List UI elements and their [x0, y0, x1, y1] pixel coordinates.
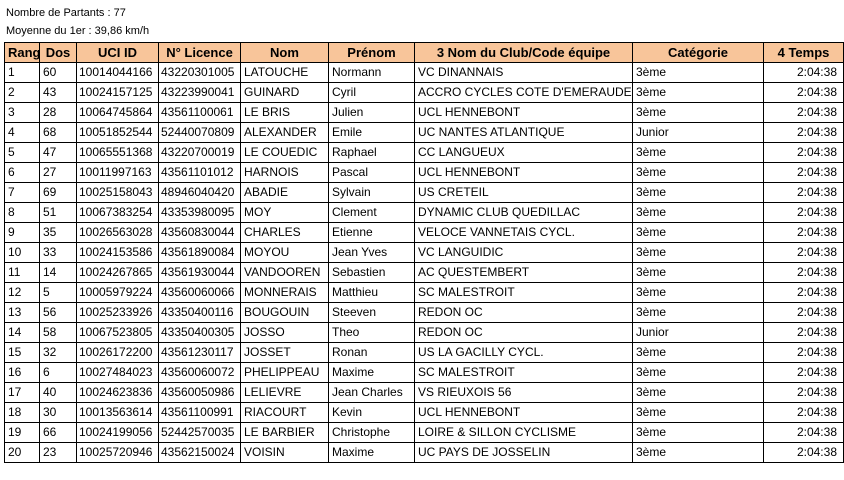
- cell-dos: 68: [40, 123, 77, 143]
- cell-licence: 52442570035: [159, 423, 241, 443]
- cell-dos: 51: [40, 203, 77, 223]
- cell-club: UCL HENNEBONT: [415, 163, 633, 183]
- cell-prenom: Steeven: [329, 303, 415, 323]
- cell-nom: BOUGOUIN: [241, 303, 329, 323]
- cell-club: DYNAMIC CLUB QUEDILLAC: [415, 203, 633, 223]
- cell-categorie: Junior: [633, 123, 764, 143]
- column-header-categorie: Catégorie: [633, 43, 764, 63]
- cell-uci-id: 10026563028: [77, 223, 159, 243]
- table-row: [5, 243, 844, 263]
- cell-categorie: 3ème: [633, 223, 764, 243]
- cell-rang: 16: [5, 363, 40, 383]
- cell-nom: VANDOOREN: [241, 263, 329, 283]
- cell-temps: 2:04:38: [764, 103, 844, 123]
- cell-categorie: 3ème: [633, 143, 764, 163]
- cell-prenom: Julien: [329, 103, 415, 123]
- cell-categorie: 3ème: [633, 303, 764, 323]
- cell-licence: 43561930044: [159, 263, 241, 283]
- column-header-rang: Rang: [5, 43, 40, 63]
- cell-rang: 19: [5, 423, 40, 443]
- cell-prenom: Kevin: [329, 403, 415, 423]
- cell-prenom: Ronan: [329, 343, 415, 363]
- cell-nom: VOISIN: [241, 443, 329, 463]
- cell-uci-id: 10065551368: [77, 143, 159, 163]
- column-header-club: 3 Nom du Club/Code équipe: [415, 43, 633, 63]
- cell-uci-id: 10005979224: [77, 283, 159, 303]
- cell-club: ACCRO CYCLES COTE D'EMERAUDE: [415, 83, 633, 103]
- cell-categorie: 3ème: [633, 363, 764, 383]
- column-header-nom: Nom: [241, 43, 329, 63]
- cell-club: AC QUESTEMBERT: [415, 263, 633, 283]
- cell-dos: 32: [40, 343, 77, 363]
- cell-club: REDON OC: [415, 323, 633, 343]
- cell-rang: 15: [5, 343, 40, 363]
- cell-categorie: 3ème: [633, 383, 764, 403]
- cell-dos: 6: [40, 363, 77, 383]
- table-row: [5, 123, 844, 143]
- table-row: [5, 443, 844, 463]
- cell-licence: 43353980095: [159, 203, 241, 223]
- starters-count: Nombre de Partants : 77: [6, 7, 126, 19]
- cell-prenom: Maxime: [329, 363, 415, 383]
- cell-uci-id: 10024199056: [77, 423, 159, 443]
- table-row: [5, 343, 844, 363]
- cell-dos: 47: [40, 143, 77, 163]
- cell-categorie: 3ème: [633, 243, 764, 263]
- cell-club: VELOCE VANNETAIS CYCL.: [415, 223, 633, 243]
- cell-club: REDON OC: [415, 303, 633, 323]
- cell-temps: 2:04:38: [764, 183, 844, 203]
- cell-prenom: Sylvain: [329, 183, 415, 203]
- table-row: [5, 63, 844, 83]
- cell-uci-id: 10026172200: [77, 343, 159, 363]
- cell-nom: GUINARD: [241, 83, 329, 103]
- cell-licence: 43560050986: [159, 383, 241, 403]
- cell-prenom: Sebastien: [329, 263, 415, 283]
- table-row: [5, 323, 844, 343]
- column-header-temps: 4 Temps: [764, 43, 844, 63]
- table-row: [5, 303, 844, 323]
- cell-dos: 60: [40, 63, 77, 83]
- cell-nom: LE COUEDIC: [241, 143, 329, 163]
- cell-temps: 2:04:38: [764, 223, 844, 243]
- cell-prenom: Cyril: [329, 83, 415, 103]
- cell-club: CC LANGUEUX: [415, 143, 633, 163]
- cell-uci-id: 10013563614: [77, 403, 159, 423]
- cell-dos: 28: [40, 103, 77, 123]
- cell-licence: 43561100991: [159, 403, 241, 423]
- cell-dos: 27: [40, 163, 77, 183]
- column-header-uci-id: UCI ID: [77, 43, 159, 63]
- cell-prenom: Maxime: [329, 443, 415, 463]
- cell-nom: HARNOIS: [241, 163, 329, 183]
- cell-uci-id: 10024153586: [77, 243, 159, 263]
- cell-categorie: 3ème: [633, 183, 764, 203]
- cell-licence: 43562150024: [159, 443, 241, 463]
- cell-club: US LA GACILLY CYCL.: [415, 343, 633, 363]
- cell-dos: 14: [40, 263, 77, 283]
- cell-temps: 2:04:38: [764, 123, 844, 143]
- cell-prenom: Clement: [329, 203, 415, 223]
- cell-temps: 2:04:38: [764, 243, 844, 263]
- cell-club: VC DINANNAIS: [415, 63, 633, 83]
- cell-uci-id: 10011997163: [77, 163, 159, 183]
- cell-temps: 2:04:38: [764, 203, 844, 223]
- cell-uci-id: 10025158043: [77, 183, 159, 203]
- table-row: [5, 143, 844, 163]
- cell-temps: 2:04:38: [764, 263, 844, 283]
- cell-temps: 2:04:38: [764, 423, 844, 443]
- cell-licence: 48946040420: [159, 183, 241, 203]
- cell-nom: MONNERAIS: [241, 283, 329, 303]
- cell-rang: 5: [5, 143, 40, 163]
- table-row: [5, 83, 844, 103]
- cell-prenom: Jean Yves: [329, 243, 415, 263]
- cell-dos: 43: [40, 83, 77, 103]
- cell-uci-id: 10024267865: [77, 263, 159, 283]
- cell-licence: 43560830044: [159, 223, 241, 243]
- cell-nom: ABADIE: [241, 183, 329, 203]
- cell-nom: LE BRIS: [241, 103, 329, 123]
- cell-prenom: Emile: [329, 123, 415, 143]
- cell-uci-id: 10025720946: [77, 443, 159, 463]
- cell-rang: 18: [5, 403, 40, 423]
- table-row: [5, 163, 844, 183]
- cell-categorie: Junior: [633, 323, 764, 343]
- cell-temps: 2:04:38: [764, 343, 844, 363]
- table-header-row: [5, 43, 844, 63]
- cell-licence: 43561230117: [159, 343, 241, 363]
- cell-licence: 43223990041: [159, 83, 241, 103]
- cell-prenom: Jean Charles: [329, 383, 415, 403]
- cell-club: UC PAYS DE JOSSELIN: [415, 443, 633, 463]
- cell-nom: ALEXANDER: [241, 123, 329, 143]
- winner-average-speed: Moyenne du 1er : 39,86 km/h: [6, 25, 150, 37]
- cell-categorie: 3ème: [633, 283, 764, 303]
- cell-club: VC LANGUIDIC: [415, 243, 633, 263]
- cell-temps: 2:04:38: [764, 143, 844, 163]
- cell-categorie: 3ème: [633, 263, 764, 283]
- cell-licence: 43561890084: [159, 243, 241, 263]
- table-row: [5, 403, 844, 423]
- cell-rang: 6: [5, 163, 40, 183]
- cell-uci-id: 10067383254: [77, 203, 159, 223]
- cell-dos: 33: [40, 243, 77, 263]
- cell-categorie: 3ème: [633, 63, 764, 83]
- cell-prenom: Raphael: [329, 143, 415, 163]
- cell-club: VS RIEUXOIS 56: [415, 383, 633, 403]
- cell-rang: 20: [5, 443, 40, 463]
- cell-rang: 17: [5, 383, 40, 403]
- cell-categorie: 3ème: [633, 83, 764, 103]
- cell-prenom: Etienne: [329, 223, 415, 243]
- cell-temps: 2:04:38: [764, 323, 844, 343]
- cell-rang: 8: [5, 203, 40, 223]
- cell-temps: 2:04:38: [764, 403, 844, 423]
- cell-categorie: 3ème: [633, 443, 764, 463]
- cell-categorie: 3ème: [633, 403, 764, 423]
- cell-prenom: Theo: [329, 323, 415, 343]
- cell-nom: CHARLES: [241, 223, 329, 243]
- cell-rang: 10: [5, 243, 40, 263]
- table-row: [5, 103, 844, 123]
- cell-nom: MOY: [241, 203, 329, 223]
- cell-categorie: 3ème: [633, 103, 764, 123]
- cell-licence: 52440070809: [159, 123, 241, 143]
- cell-temps: 2:04:38: [764, 363, 844, 383]
- cell-rang: 4: [5, 123, 40, 143]
- table-row: [5, 423, 844, 443]
- cell-club: SC MALESTROIT: [415, 283, 633, 303]
- cell-temps: 2:04:38: [764, 383, 844, 403]
- cell-club: SC MALESTROIT: [415, 363, 633, 383]
- cell-dos: 58: [40, 323, 77, 343]
- results-table: [4, 42, 844, 463]
- cell-dos: 5: [40, 283, 77, 303]
- cell-licence: 43560060066: [159, 283, 241, 303]
- cell-dos: 30: [40, 403, 77, 423]
- cell-rang: 1: [5, 63, 40, 83]
- cell-rang: 7: [5, 183, 40, 203]
- cell-uci-id: 10025233926: [77, 303, 159, 323]
- cell-uci-id: 10024623836: [77, 383, 159, 403]
- cell-rang: 14: [5, 323, 40, 343]
- cell-temps: 2:04:38: [764, 283, 844, 303]
- cell-uci-id: 10051852544: [77, 123, 159, 143]
- cell-rang: 12: [5, 283, 40, 303]
- cell-nom: RIACOURT: [241, 403, 329, 423]
- cell-licence: 43220700019: [159, 143, 241, 163]
- column-header-prenom: Prénom: [329, 43, 415, 63]
- table-row: [5, 203, 844, 223]
- cell-uci-id: 10067523805: [77, 323, 159, 343]
- cell-club: UCL HENNEBONT: [415, 103, 633, 123]
- cell-club: LOIRE & SILLON CYCLISME: [415, 423, 633, 443]
- cell-dos: 56: [40, 303, 77, 323]
- cell-temps: 2:04:38: [764, 63, 844, 83]
- table-row: [5, 283, 844, 303]
- table-row: [5, 363, 844, 383]
- table-row: [5, 263, 844, 283]
- cell-nom: LE BARBIER: [241, 423, 329, 443]
- cell-club: UCL HENNEBONT: [415, 403, 633, 423]
- cell-rang: 13: [5, 303, 40, 323]
- cell-nom: MOYOU: [241, 243, 329, 263]
- cell-licence: 43350400116: [159, 303, 241, 323]
- cell-nom: JOSSO: [241, 323, 329, 343]
- cell-nom: LATOUCHE: [241, 63, 329, 83]
- cell-licence: 43560060072: [159, 363, 241, 383]
- cell-categorie: 3ème: [633, 163, 764, 183]
- cell-licence: 43561101012: [159, 163, 241, 183]
- table-row: [5, 223, 844, 243]
- cell-dos: 35: [40, 223, 77, 243]
- cell-uci-id: 10027484023: [77, 363, 159, 383]
- cell-rang: 11: [5, 263, 40, 283]
- cell-rang: 3: [5, 103, 40, 123]
- cell-dos: 69: [40, 183, 77, 203]
- cell-licence: 43350400305: [159, 323, 241, 343]
- cell-licence: 43220301005: [159, 63, 241, 83]
- cell-temps: 2:04:38: [764, 163, 844, 183]
- cell-licence: 43561100061: [159, 103, 241, 123]
- cell-uci-id: 10064745864: [77, 103, 159, 123]
- cell-dos: 23: [40, 443, 77, 463]
- table-row: [5, 183, 844, 203]
- column-header-dos: Dos: [40, 43, 77, 63]
- column-header-licence: N° Licence: [159, 43, 241, 63]
- cell-prenom: Matthieu: [329, 283, 415, 303]
- cell-club: UC NANTES ATLANTIQUE: [415, 123, 633, 143]
- table-row: [5, 383, 844, 403]
- cell-rang: 2: [5, 83, 40, 103]
- cell-rang: 9: [5, 223, 40, 243]
- cell-temps: 2:04:38: [764, 443, 844, 463]
- cell-categorie: 3ème: [633, 203, 764, 223]
- cell-temps: 2:04:38: [764, 83, 844, 103]
- cell-dos: 66: [40, 423, 77, 443]
- cell-categorie: 3ème: [633, 423, 764, 443]
- cell-categorie: 3ème: [633, 343, 764, 363]
- cell-uci-id: 10024157125: [77, 83, 159, 103]
- cell-dos: 40: [40, 383, 77, 403]
- cell-prenom: Pascal: [329, 163, 415, 183]
- cell-nom: PHELIPPEAU: [241, 363, 329, 383]
- cell-prenom: Christophe: [329, 423, 415, 443]
- cell-club: US CRETEIL: [415, 183, 633, 203]
- cell-uci-id: 10014044166: [77, 63, 159, 83]
- cell-nom: JOSSET: [241, 343, 329, 363]
- cell-temps: 2:04:38: [764, 303, 844, 323]
- cell-nom: LELIEVRE: [241, 383, 329, 403]
- cell-prenom: Normann: [329, 63, 415, 83]
